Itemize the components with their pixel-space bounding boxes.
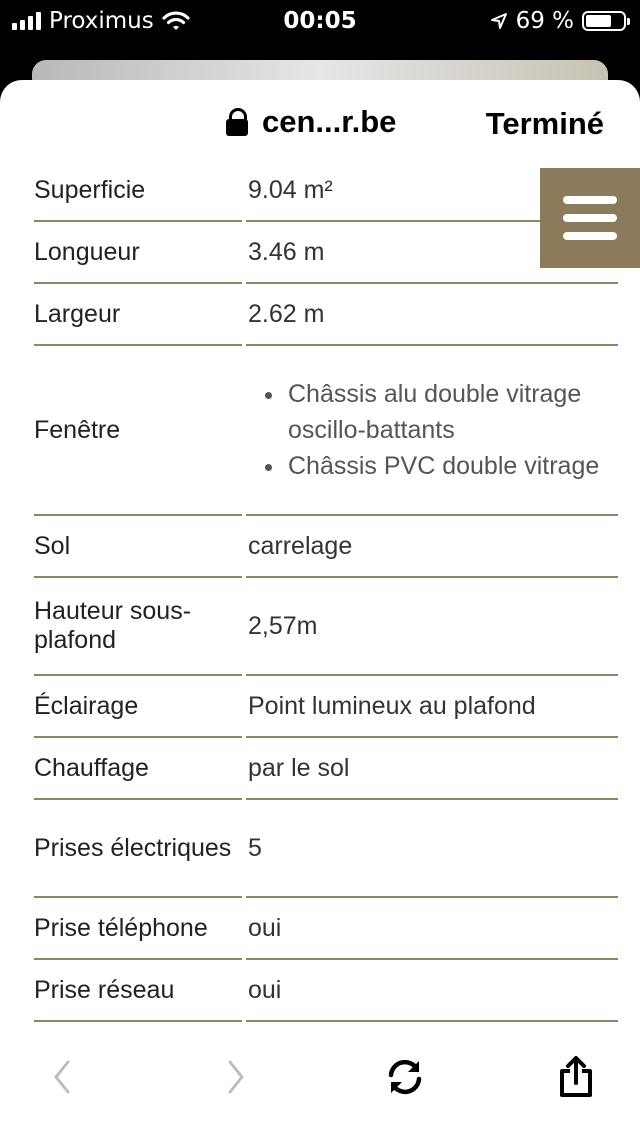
back-chevron-icon[interactable] <box>32 1052 92 1102</box>
spec-label: Prises électriques <box>34 800 242 898</box>
spec-label: Longueur <box>34 222 242 284</box>
location-arrow-icon <box>490 12 508 30</box>
table-row <box>34 284 618 346</box>
url-text: cen...r.be <box>262 104 397 139</box>
table-row <box>34 898 618 960</box>
browser-sheet <box>0 80 640 1136</box>
specs-table <box>30 160 622 1022</box>
spec-label: Chauffage <box>34 738 242 800</box>
list-item: • Châssis PVC double vitrage <box>286 448 618 484</box>
table-row <box>34 346 618 516</box>
share-icon[interactable] <box>546 1052 606 1102</box>
browser-toolbar <box>0 1030 640 1136</box>
table-row <box>34 516 618 578</box>
table-row <box>34 222 618 284</box>
carrier-name: Proximus <box>49 8 154 34</box>
spec-label: Largeur <box>34 284 242 346</box>
battery-icon <box>582 11 626 31</box>
table-row <box>34 800 618 898</box>
table-row <box>34 578 618 676</box>
clock: 00:05 <box>283 8 357 34</box>
spec-label: Prise réseau <box>34 960 242 1022</box>
spec-value: par le sol <box>246 738 618 800</box>
reload-icon[interactable] <box>375 1052 435 1102</box>
hamburger-menu-icon[interactable] <box>540 168 640 268</box>
spec-value: 9.04 m² <box>246 160 618 222</box>
spec-value: 5 <box>246 800 618 898</box>
spec-label: Prise téléphone <box>34 898 242 960</box>
spec-value: 2,57m <box>246 578 618 676</box>
spec-label: Éclairage <box>34 676 242 738</box>
url-bar[interactable] <box>226 104 396 140</box>
done-button[interactable]: Terminé <box>485 106 604 141</box>
browser-header <box>0 80 640 168</box>
table-row <box>34 160 618 222</box>
spec-label: Hauteur sous-plafond <box>34 578 242 676</box>
table-row <box>34 676 618 738</box>
spec-value: oui <box>246 960 618 1022</box>
table-row <box>34 960 618 1022</box>
spec-label: Fenêtre <box>34 346 242 516</box>
spec-label: Superficie <box>34 160 242 222</box>
spec-value <box>246 346 618 516</box>
table-row <box>34 738 618 800</box>
spec-value: 3.46 m <box>246 222 618 284</box>
forward-chevron-icon[interactable] <box>206 1052 266 1102</box>
battery-percent: 69 % <box>515 8 574 34</box>
status-bar <box>0 0 640 44</box>
list-item: • Châssis alu double vitrage oscillo-battants <box>286 376 618 448</box>
spec-value: carrelage <box>246 516 618 578</box>
spec-label: Sol <box>34 516 242 578</box>
spec-value: Point lumineux au plafond <box>246 676 618 738</box>
spec-value: oui <box>246 898 618 960</box>
lock-icon <box>226 108 248 136</box>
spec-value: 2.62 m <box>246 284 618 346</box>
